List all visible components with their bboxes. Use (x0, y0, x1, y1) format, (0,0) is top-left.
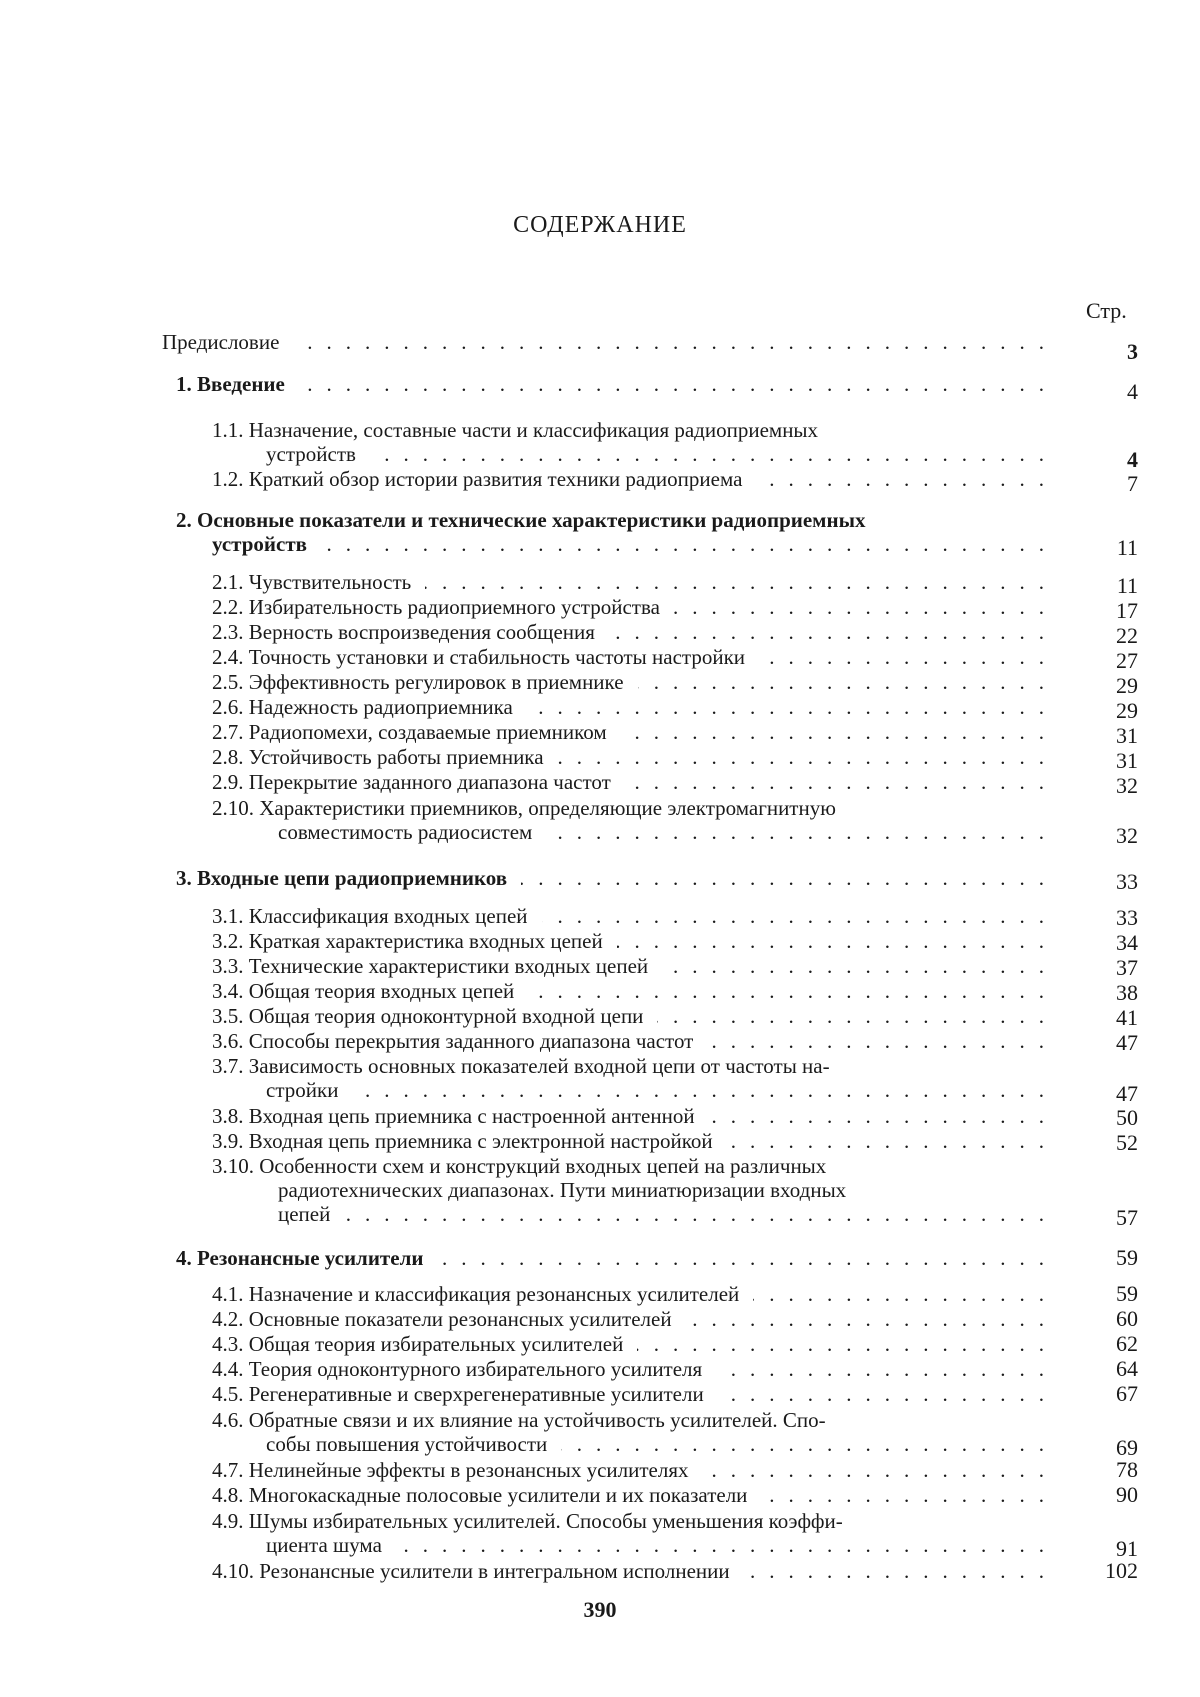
toc-entry: 2.4. Точность установки и стабильность частоты настройки (212, 645, 745, 669)
toc-entry: 2.7. Радиопомехи, создаваемые приемником (212, 720, 607, 744)
toc-page-number: 64 (1086, 1357, 1138, 1381)
toc-page-number: 11 (1086, 574, 1138, 598)
toc-chapter-4: 4. Резонансные усилители (176, 1246, 423, 1270)
leader-dots: ................. (718, 1382, 1058, 1406)
toc-page-number: 31 (1086, 724, 1138, 748)
toc-entry: 2.3. Верность воспроизведения сообщения (212, 620, 595, 644)
leader-dots: ................... (686, 1307, 1058, 1331)
toc-entry: 4.8. Многокаскадные полосовые усилители и их показатели (212, 1483, 747, 1507)
toc-page-number: 38 (1086, 981, 1138, 1005)
toc-page-number: 32 (1086, 774, 1138, 798)
leader-dots: .............................. (528, 979, 1058, 1003)
leader-dots: ................................ (437, 1246, 1058, 1270)
toc-entry: 4.1. Назначение и классификация резонансных усилителей (212, 1282, 739, 1306)
leader-dots: ...................... (625, 770, 1058, 794)
toc-page-number: 47 (1086, 1082, 1138, 1106)
toc-entry-continuation: стройки (266, 1078, 338, 1102)
page-number: 390 (0, 1597, 1200, 1623)
toc-page-number: 62 (1086, 1332, 1138, 1356)
leader-dots: ..................................... (344, 1202, 1058, 1226)
toc-entry: 2.2. Избирательность радиоприемного устройства (212, 595, 660, 619)
toc-entry: 3.1. Классификация входных цепей (212, 904, 528, 928)
toc-page-number: 67 (1086, 1382, 1138, 1406)
leader-dots: ....................... (609, 620, 1058, 644)
toc-page-number: 17 (1086, 599, 1138, 623)
leader-dots: ....................... (617, 929, 1058, 953)
toc-page-number: 50 (1086, 1106, 1138, 1130)
leader-dots: ............... (756, 467, 1058, 491)
leader-dots: .................. (702, 1458, 1058, 1482)
toc-page-number: 29 (1086, 699, 1138, 723)
toc-page-number: 102 (1086, 1559, 1138, 1583)
toc-page-number: 7 (1086, 472, 1138, 496)
toc-entry: 2.9. Перекрытие заданного диапазона частот (212, 770, 611, 794)
toc-page-number: 69 (1086, 1436, 1138, 1460)
toc-entry: 3.4. Общая теория входных цепей (212, 979, 514, 1003)
page-title: СОДЕРЖАНИЕ (0, 212, 1200, 239)
toc-entry: 3.8. Входная цепь приемника с настроенной антенной (212, 1104, 695, 1128)
toc-page-number: 4 (1086, 380, 1138, 404)
toc-entry: 4.5. Регенеративные и сверхрегенеративные усилители (212, 1382, 704, 1406)
toc-entry: 1.1. Назначение, составные части и классификация радиоприемных (212, 418, 818, 442)
toc-page-number: 60 (1086, 1307, 1138, 1331)
leader-dots: ...................................... (321, 532, 1058, 556)
toc-entry-continuation: собы повышения устойчивости (266, 1432, 547, 1456)
leader-dots: ................................. (425, 570, 1058, 594)
toc-page-number: 52 (1086, 1131, 1138, 1155)
toc-entry: 4.9. Шумы избирательных усилителей. Способы уменьшения коэффи- (212, 1509, 843, 1533)
toc-entry: 3.5. Общая теория одноконтурной входной цепи (212, 1004, 643, 1028)
leader-dots: ................. (727, 1129, 1058, 1153)
toc-chapter-2: 2. Основные показатели и технические характеристики радиоприемных (176, 508, 865, 532)
toc-entry-continuation: совместимость радиосистем (278, 820, 532, 844)
toc-entry: 4.7. Нелинейные эффекты в резонансных усилителях (212, 1458, 688, 1482)
toc-chapter-3: 3. Входные цепи радиоприемников (176, 866, 507, 890)
leader-dots: .......................... (546, 820, 1058, 844)
toc-page-number: 3 (1086, 340, 1138, 364)
toc-entry: 4.6. Обратные связи и их влияние на устойчивость усилителей. Спо- (212, 1408, 826, 1432)
leader-dots: ....................................... (293, 330, 1058, 354)
toc-entry: 3.3. Технические характеристики входных цепей (212, 954, 648, 978)
leader-dots: .................... (662, 954, 1058, 978)
toc-chapter-continuation: устройств (212, 532, 307, 556)
leader-dots: .................... (674, 595, 1058, 619)
toc-page-number: 22 (1086, 624, 1138, 648)
toc-page-number: 78 (1086, 1458, 1138, 1482)
leader-dots: ...................... (637, 1332, 1058, 1356)
leader-dots: .................................. (396, 1533, 1058, 1557)
toc-page-number: 11 (1086, 536, 1138, 560)
leader-dots: ...................... (638, 670, 1058, 694)
leader-dots: .......................... (558, 745, 1058, 769)
toc-entry: 1.2. Краткий обзор истории развития техники радиоприема (212, 467, 742, 491)
leader-dots: ....................................... (299, 372, 1058, 396)
toc-page-number: 41 (1086, 1006, 1138, 1030)
toc-entry-continuation: радиотехнических диапазонах. Пути миниатюризации входных (278, 1178, 846, 1202)
toc-entry: 2.1. Чувствительность (212, 570, 411, 594)
leader-dots: .............................. (521, 866, 1058, 890)
toc-entry: 2.6. Надежность радиоприемника (212, 695, 513, 719)
toc-entry: 3.10. Особенности схем и конструкций входных цепей на различных (212, 1154, 826, 1178)
leader-dots: ...................... (621, 720, 1058, 744)
toc-entry: 2.8. Устойчивость работы приемника (212, 745, 544, 769)
toc-entry: 4.10. Резонансные усилители в интегральном исполнении (212, 1559, 730, 1583)
leader-dots: ..................................... (352, 1078, 1058, 1102)
toc-page-number: 27 (1086, 649, 1138, 673)
toc-entry: 2.10. Характеристики приемников, определяющие электромагнитную (212, 796, 836, 820)
toc-chapter-1: 1. Введение (176, 372, 285, 396)
toc-page-number: 91 (1086, 1537, 1138, 1561)
toc-page-number: 59 (1086, 1282, 1138, 1306)
leader-dots: .................. (709, 1104, 1058, 1128)
toc-page-number: 29 (1086, 674, 1138, 698)
toc-page-number: 33 (1086, 906, 1138, 930)
toc-page (0, 0, 1200, 1697)
leader-dots: ................ (744, 1559, 1058, 1583)
toc-entry: 2.5. Эффективность регулировок в приемнике (212, 670, 624, 694)
leader-dots: ............... (753, 1282, 1058, 1306)
leader-dots: ............... (761, 1483, 1058, 1507)
leader-dots: ............... (759, 645, 1058, 669)
toc-entry: 3.9. Входная цепь приемника с электронной настройкой (212, 1129, 713, 1153)
toc-entry: 3.6. Способы перекрытия заданного диапазона частот (212, 1029, 693, 1053)
toc-entry: 3.2. Краткая характеристика входных цепей (212, 929, 603, 953)
toc-entry: 4.4. Теория одноконтурного избирательного усилителя (212, 1357, 702, 1381)
toc-page-number: 32 (1086, 824, 1138, 848)
toc-entry: 4.3. Общая теория избирательных усилителей (212, 1332, 623, 1356)
leader-dots: .................. (716, 1357, 1058, 1381)
toc-page-number: 47 (1086, 1031, 1138, 1055)
toc-page-number: 34 (1086, 931, 1138, 955)
leader-dots: .......................... (561, 1432, 1058, 1456)
toc-entry-preface: Предисловие (162, 330, 279, 354)
toc-entry-continuation: устройств (266, 442, 356, 466)
leader-dots: .......................... (542, 904, 1058, 928)
toc-page-number: 4 (1086, 448, 1138, 472)
leader-dots: ................................... (370, 442, 1058, 466)
toc-entry: 3.7. Зависимость основных показателей входной цепи от частоты на- (212, 1054, 830, 1078)
leader-dots: .................. (707, 1029, 1058, 1053)
toc-page-number: 33 (1086, 870, 1138, 894)
toc-page-number: 57 (1086, 1206, 1138, 1230)
page-column-label: Стр. (1086, 298, 1127, 324)
toc-page-number: 31 (1086, 749, 1138, 773)
leader-dots: .................... (657, 1004, 1058, 1028)
toc-page-number: 59 (1086, 1246, 1138, 1270)
leader-dots: .............................. (527, 695, 1058, 719)
toc-entry-continuation: циента шума (266, 1533, 382, 1557)
toc-entry: 4.2. Основные показатели резонансных усилителей (212, 1307, 672, 1331)
toc-entry-continuation: цепей (278, 1202, 330, 1226)
toc-page-number: 90 (1086, 1483, 1138, 1507)
toc-page-number: 37 (1086, 956, 1138, 980)
